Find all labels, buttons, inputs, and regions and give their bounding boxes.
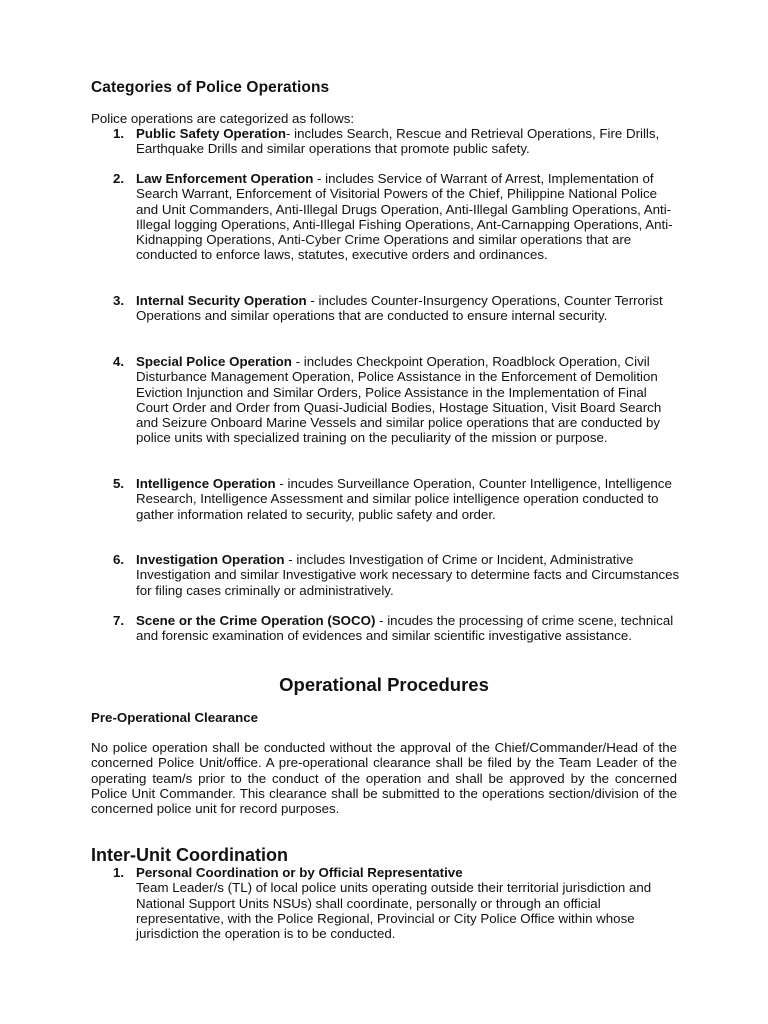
list-item xyxy=(91,354,681,446)
list-number: 1. xyxy=(113,126,125,141)
procedures-heading: Operational Procedures xyxy=(279,674,489,695)
operation-description: includes Checkpoint Operation, Roadblock Operation, Civil Disturbance Management Operation, Police Assistance in the Enforcement of Demolition Eviction Injunction and Similar Orders, Police Assistance in the Implementation of Final Court Order and Order from Quasi-Judicial Bodies, Hostage Situation, Visit Board Search and Seizure Onboard Marine Vessels and similar police operations that are conducted by police units with specialized training on the peculiarity of the mission or purpose. xyxy=(136,354,662,446)
list-item xyxy=(91,476,681,522)
term-separator: - xyxy=(286,126,295,141)
operation-term: Intelligence Operation xyxy=(136,476,276,491)
operation-description: incudes the processing of crime scene, technical and forensic examination of evidences and similar scientific investigative assistance. xyxy=(136,613,674,644)
categories-heading: Categories of Police Operations xyxy=(91,79,330,96)
list-number: 7. xyxy=(113,613,125,628)
list-number: 2. xyxy=(113,171,125,186)
term-separator: - xyxy=(375,613,388,628)
operation-term: Investigation Operation xyxy=(136,552,285,567)
operation-description: includes Search, Rescue and Retrieval Operations, Fire Drills, Earthquake Drills and similar operations that promote public safety. xyxy=(136,126,660,157)
list-number: 4. xyxy=(113,354,125,369)
inter-unit-heading: Inter-Unit Coordination xyxy=(91,845,288,865)
operation-term: Public Safety Operation xyxy=(136,126,286,141)
operation-description: includes Investigation of Crime or Incident, Administrative Investigation and similar Investigative work necessary to determine facts and Circumstances for filing cases criminally or administratively. xyxy=(136,552,680,598)
list-item xyxy=(91,865,681,941)
operation-term: Internal Security Operation xyxy=(136,293,307,308)
operation-term: Scene or the Crime Operation (SOCO) xyxy=(136,613,376,628)
list-number: 3. xyxy=(113,293,125,308)
coordination-term: Personal Coordination or by Official Representative xyxy=(136,865,463,880)
list-item xyxy=(91,552,681,598)
term-separator: - xyxy=(275,476,288,491)
list-item xyxy=(91,126,681,157)
preop-paragraph: No police operation shall be conducted without the approval of the Chief/Commander/Head of the concerned Police Unit/office. A pre-operational clearance shall be filed by the Team Leader of the operating team/s prior to the conduct of the operation and shall be approved by the concerned Police Unit Commander. This clearance shall be submitted to the operations section/division of the concerned police unit for record purposes. xyxy=(91,740,677,817)
operation-term: Law Enforcement Operation xyxy=(136,171,314,186)
list-item xyxy=(91,613,681,644)
list-number: 5. xyxy=(113,476,125,491)
list-number: 6. xyxy=(113,552,125,567)
operation-description: includes Service of Warrant of Arrest, Implementation of Search Warrant, Enforcement of Visitorial Powers of the Chief, Philippine National Police and Unit Commanders, Anti-Illegal Drugs Operation, Anti-Illegal Gambling Operations, Anti-Illegal logging Operations, Anti-Illegal Fishing Operations, Ant-Carnapping Operations, Anti-Kidnapping Operations, Anti-Cyber Crime Operations and similar operations that are conducted to enforce laws, statutes, executive orders and ordinances. xyxy=(136,171,673,263)
preop-heading: Pre-Operational Clearance xyxy=(91,710,259,725)
list-item xyxy=(91,171,681,263)
operation-term: Special Police Operation xyxy=(136,354,292,369)
coordination-description: Team Leader/s (TL) of local police units operating outside their territorial jurisdiction and National Support Units NSUs) shall coordinate, personally or through an official representative, with the Police Regional, Provincial or City Police Office within whose jurisdiction the operation is to be conducted. xyxy=(136,880,652,942)
list-number: 1. xyxy=(113,865,125,880)
term-separator: - xyxy=(284,552,297,567)
term-separator: - xyxy=(313,171,326,186)
operation-description: includes Counter-Insurgency Operations, Counter Terrorist Operations and similar operations that are conducted to ensure internal security. xyxy=(136,293,663,324)
list-item xyxy=(91,293,681,324)
operation-description: incudes Surveillance Operation, Counter Intelligence, Intelligence Research, Intelligence Assessment and similar police intelligence operation conducted to gather information related to security, public safety and order. xyxy=(136,476,672,522)
term-separator: - xyxy=(291,354,304,369)
intro-text: Police operations are categorized as follows: xyxy=(91,111,355,126)
term-separator: - xyxy=(306,293,319,308)
